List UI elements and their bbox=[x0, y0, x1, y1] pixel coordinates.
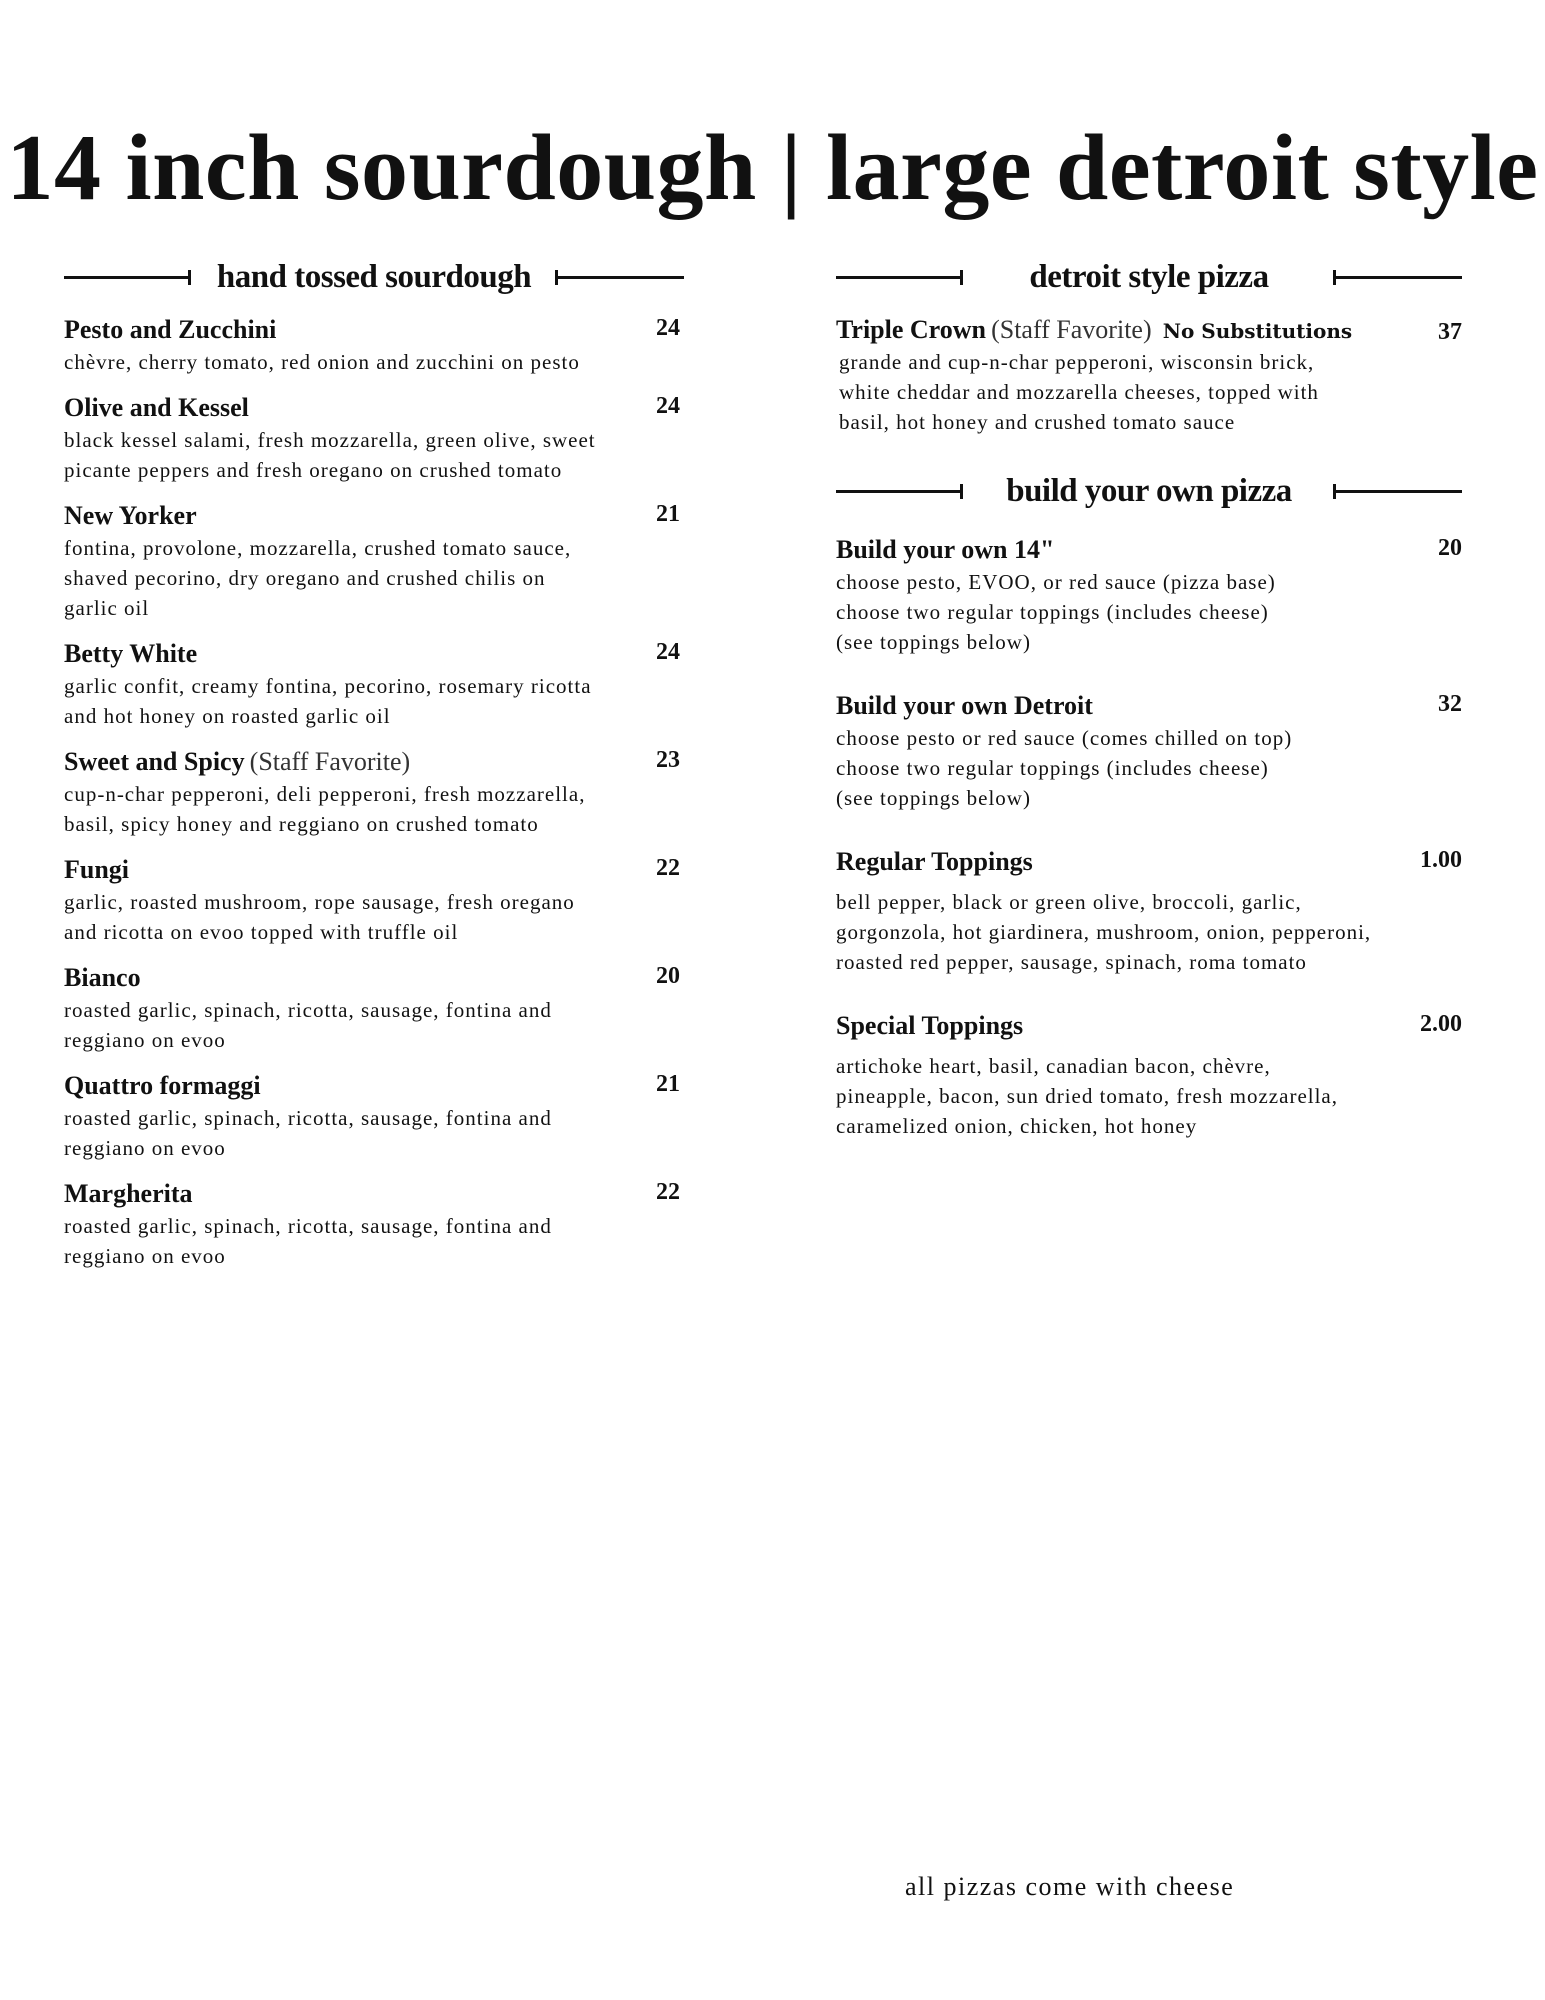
item-price: 20 bbox=[656, 963, 680, 989]
item-price: 23 bbox=[656, 747, 680, 773]
item-description: cup-n-char pepperoni, deli pepperoni, fresh mozzarella, basil, spicy honey and reggiano on crushed tomato bbox=[64, 782, 586, 836]
item-name: Quattro formaggi bbox=[64, 1071, 261, 1100]
item-description: chèvre, cherry tomato, red onion and zucchini on pesto bbox=[64, 350, 580, 374]
staff-favorite-note: (Staff Favorite) bbox=[249, 747, 411, 776]
menu-item bbox=[836, 533, 1462, 657]
item-name: New Yorker bbox=[64, 501, 197, 530]
item-name: Margherita bbox=[64, 1179, 193, 1208]
menu-item bbox=[64, 313, 684, 377]
item-name: Fungi bbox=[64, 855, 130, 884]
detroit-column bbox=[836, 255, 1462, 1155]
item-description: bell pepper, black or green olive, broccoli, garlic, gorgonzola, hot giardinera, mushroom, onion, pepperoni, roasted red pepper, sausage, spinach, roma tomato bbox=[836, 890, 1372, 974]
section-title: detroit style pizza bbox=[1021, 259, 1276, 296]
item-description: roasted garlic, spinach, ricotta, sausage, fontina and reggiano on evoo bbox=[64, 998, 552, 1052]
item-description: artichoke heart, basil, canadian bacon, chèvre, pineapple, bacon, sun dried tomato, fresh mozzarella, caramelized onion, chicken, hot honey bbox=[836, 1054, 1338, 1138]
item-name: Sweet and Spicy bbox=[64, 747, 245, 776]
menu-item bbox=[64, 961, 684, 1055]
item-price: 37 bbox=[1438, 319, 1462, 345]
item-price: 21 bbox=[656, 501, 680, 527]
item-description: black kessel salami, fresh mozzarella, green olive, sweet picante peppers and fresh oregano on crushed tomato bbox=[64, 428, 596, 482]
item-name: Triple Crown bbox=[836, 315, 986, 344]
item-price: 20 bbox=[1438, 535, 1462, 561]
item-name: Build your own 14" bbox=[836, 535, 1055, 564]
no-substitutions-note: No Substitutions bbox=[1162, 319, 1353, 343]
divider-rule-left bbox=[64, 276, 188, 279]
menu-item bbox=[64, 853, 684, 947]
menu-item bbox=[836, 689, 1462, 813]
item-name: Betty White bbox=[64, 639, 198, 668]
menu-item bbox=[64, 1069, 684, 1163]
item-price: 24 bbox=[656, 639, 680, 665]
item-name: Special Toppings bbox=[836, 1011, 1024, 1040]
section-title: hand tossed sourdough bbox=[209, 259, 539, 296]
item-description: choose pesto, EVOO, or red sauce (pizza base) choose two regular toppings (includes cheese) (see toppings below) bbox=[836, 570, 1276, 654]
menu-item bbox=[836, 845, 1462, 977]
item-price: 32 bbox=[1438, 691, 1462, 717]
section-header-build bbox=[836, 469, 1462, 513]
item-price: 22 bbox=[656, 1179, 680, 1205]
item-description: grande and cup-n-char pepperoni, wisconsin brick, white cheddar and mozzarella cheeses, topped with basil, hot honey and crushed tomato sauce bbox=[839, 350, 1319, 434]
page-title: 14 inch sourdough | large detroit style bbox=[6, 115, 1539, 220]
menu-item bbox=[836, 1009, 1462, 1141]
section-header-hand-tossed bbox=[64, 255, 684, 299]
menu-item bbox=[64, 1177, 684, 1271]
item-description: garlic, roasted mushroom, rope sausage, fresh oregano and ricotta on evoo topped with truffle oil bbox=[64, 890, 575, 944]
divider-rule-left bbox=[836, 276, 960, 279]
divider-rule-right bbox=[1336, 276, 1462, 279]
divider-rule-right bbox=[1336, 490, 1462, 493]
item-description: fontina, provolone, mozzarella, crushed tomato sauce, shaved pecorino, dry oregano and crushed chilis on garlic oil bbox=[64, 536, 572, 620]
item-price: 21 bbox=[656, 1071, 680, 1097]
item-name: Pesto and Zucchini bbox=[64, 315, 277, 344]
menu-item bbox=[64, 499, 684, 623]
item-description: garlic confit, creamy fontina, pecorino, rosemary ricotta and hot honey on roasted garlic oil bbox=[64, 674, 592, 728]
staff-favorite-note: (Staff Favorite) bbox=[991, 315, 1152, 344]
item-price: 1.00 bbox=[1420, 847, 1462, 873]
hand-tossed-column bbox=[64, 255, 684, 1285]
item-name: Regular Toppings bbox=[836, 847, 1033, 876]
item-price: 24 bbox=[656, 315, 680, 341]
menu-item bbox=[836, 313, 1462, 437]
item-description: roasted garlic, spinach, ricotta, sausage, fontina and reggiano on evoo bbox=[64, 1106, 552, 1160]
menu-item bbox=[64, 391, 684, 485]
item-name: Olive and Kessel bbox=[64, 393, 249, 422]
menu-item bbox=[64, 745, 684, 839]
item-price: 2.00 bbox=[1420, 1011, 1462, 1037]
divider-rule-right bbox=[558, 276, 684, 279]
item-price: 22 bbox=[656, 855, 680, 881]
divider-rule-left bbox=[836, 490, 960, 493]
section-header-detroit bbox=[836, 255, 1462, 299]
section-title: build your own pizza bbox=[998, 473, 1300, 510]
menu-item bbox=[64, 637, 684, 731]
footer-note: all pizzas come with cheese bbox=[905, 1872, 1235, 1901]
item-description: roasted garlic, spinach, ricotta, sausage, fontina and reggiano on evoo bbox=[64, 1214, 552, 1268]
item-name: Bianco bbox=[64, 963, 141, 992]
item-name: Build your own Detroit bbox=[836, 691, 1093, 720]
item-price: 24 bbox=[656, 393, 680, 419]
item-description: choose pesto or red sauce (comes chilled on top) choose two regular toppings (includes cheese) (see toppings below) bbox=[836, 726, 1293, 810]
